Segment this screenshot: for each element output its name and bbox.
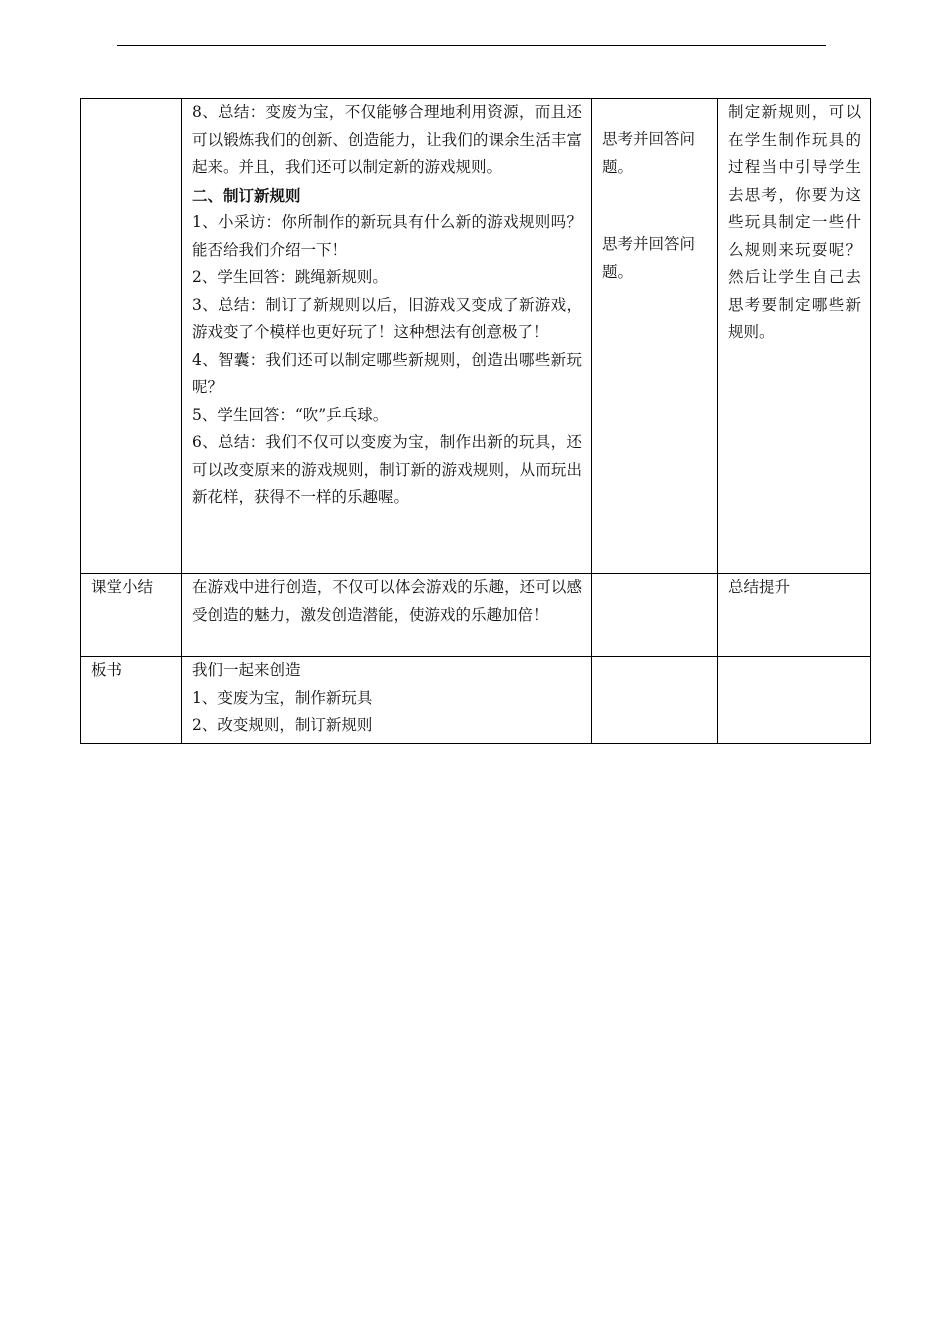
- student-activity-1: 思考并回答问题。: [602, 130, 696, 176]
- board-content-cell: [182, 657, 592, 744]
- board-student-cell: [592, 657, 718, 744]
- summary-label: 课堂小结: [81, 574, 182, 657]
- step-2-student-answer: 2、学生回答：跳绳新规则。: [192, 268, 388, 286]
- board-row: [81, 657, 871, 744]
- board-line-title: 我们一起来创造: [192, 661, 301, 679]
- step-5-student-answer: 5、学生回答：“吹”乒乓球。: [192, 405, 389, 424]
- section-heading-new-rules: 二、制订新规则: [192, 185, 301, 205]
- lesson-plan-table: [80, 98, 871, 744]
- board-line-2: 2、改变规则，制订新规则: [192, 716, 373, 734]
- board-line-1: 1、变废为宝，制作新玩具: [192, 688, 373, 707]
- board-label: 板书: [81, 657, 182, 744]
- teacher-activity-cell: [182, 99, 592, 574]
- step-3-summary: 3、总结：制订了新规则以后，旧游戏又变成了新游戏，游戏变了个模样也更好玩了！这种想法有创意极了！: [192, 295, 582, 341]
- design-intent-text: 制定新规则，可以在学生制作玩具的过程当中引导学生去思考，你要为这些玩具制定一些什么规则来玩耍呢？然后让学生自己去思考要制定哪些新规则。: [728, 103, 861, 341]
- step-8-summary: 8、总结：变废为宝，不仅能够合理地利用资源，而且还可以锻炼我们的创新、创造能力，让我们的课余生活丰富起来。并且，我们还可以制定新的游戏规则。: [192, 103, 582, 176]
- header-rule: [117, 45, 826, 46]
- student-activity-cell: [592, 99, 718, 574]
- design-intent-cell: [718, 99, 871, 574]
- teaching-process-row: [81, 99, 871, 574]
- step-1-interview: 1、小采访：你所制作的新玩具有什么新的游戏规则吗？能否给我们介绍一下！: [192, 213, 582, 259]
- step-4-brainstorm: 4、智囊：我们还可以制定哪些新规则，创造出哪些新玩呢？: [192, 350, 582, 396]
- summary-intent: 总结提升: [718, 574, 871, 657]
- student-activity-2: 思考并回答问题。: [602, 235, 696, 281]
- summary-content: 在游戏中进行创造，不仅可以体会游戏的乐趣，还可以感受创造的魅力，激发创造潜能，使游戏的乐趣加倍！: [182, 574, 592, 657]
- board-intent-cell: [718, 657, 871, 744]
- step-6-summary: 6、总结：我们不仅可以变废为宝，制作出新的玩具，还可以改变原来的游戏规则，制订新的游戏规则，从而玩出新花样，获得不一样的乐趣喔。: [192, 433, 582, 506]
- summary-row: [81, 574, 871, 657]
- stage-cell: [81, 99, 182, 574]
- summary-student-cell: [592, 574, 718, 657]
